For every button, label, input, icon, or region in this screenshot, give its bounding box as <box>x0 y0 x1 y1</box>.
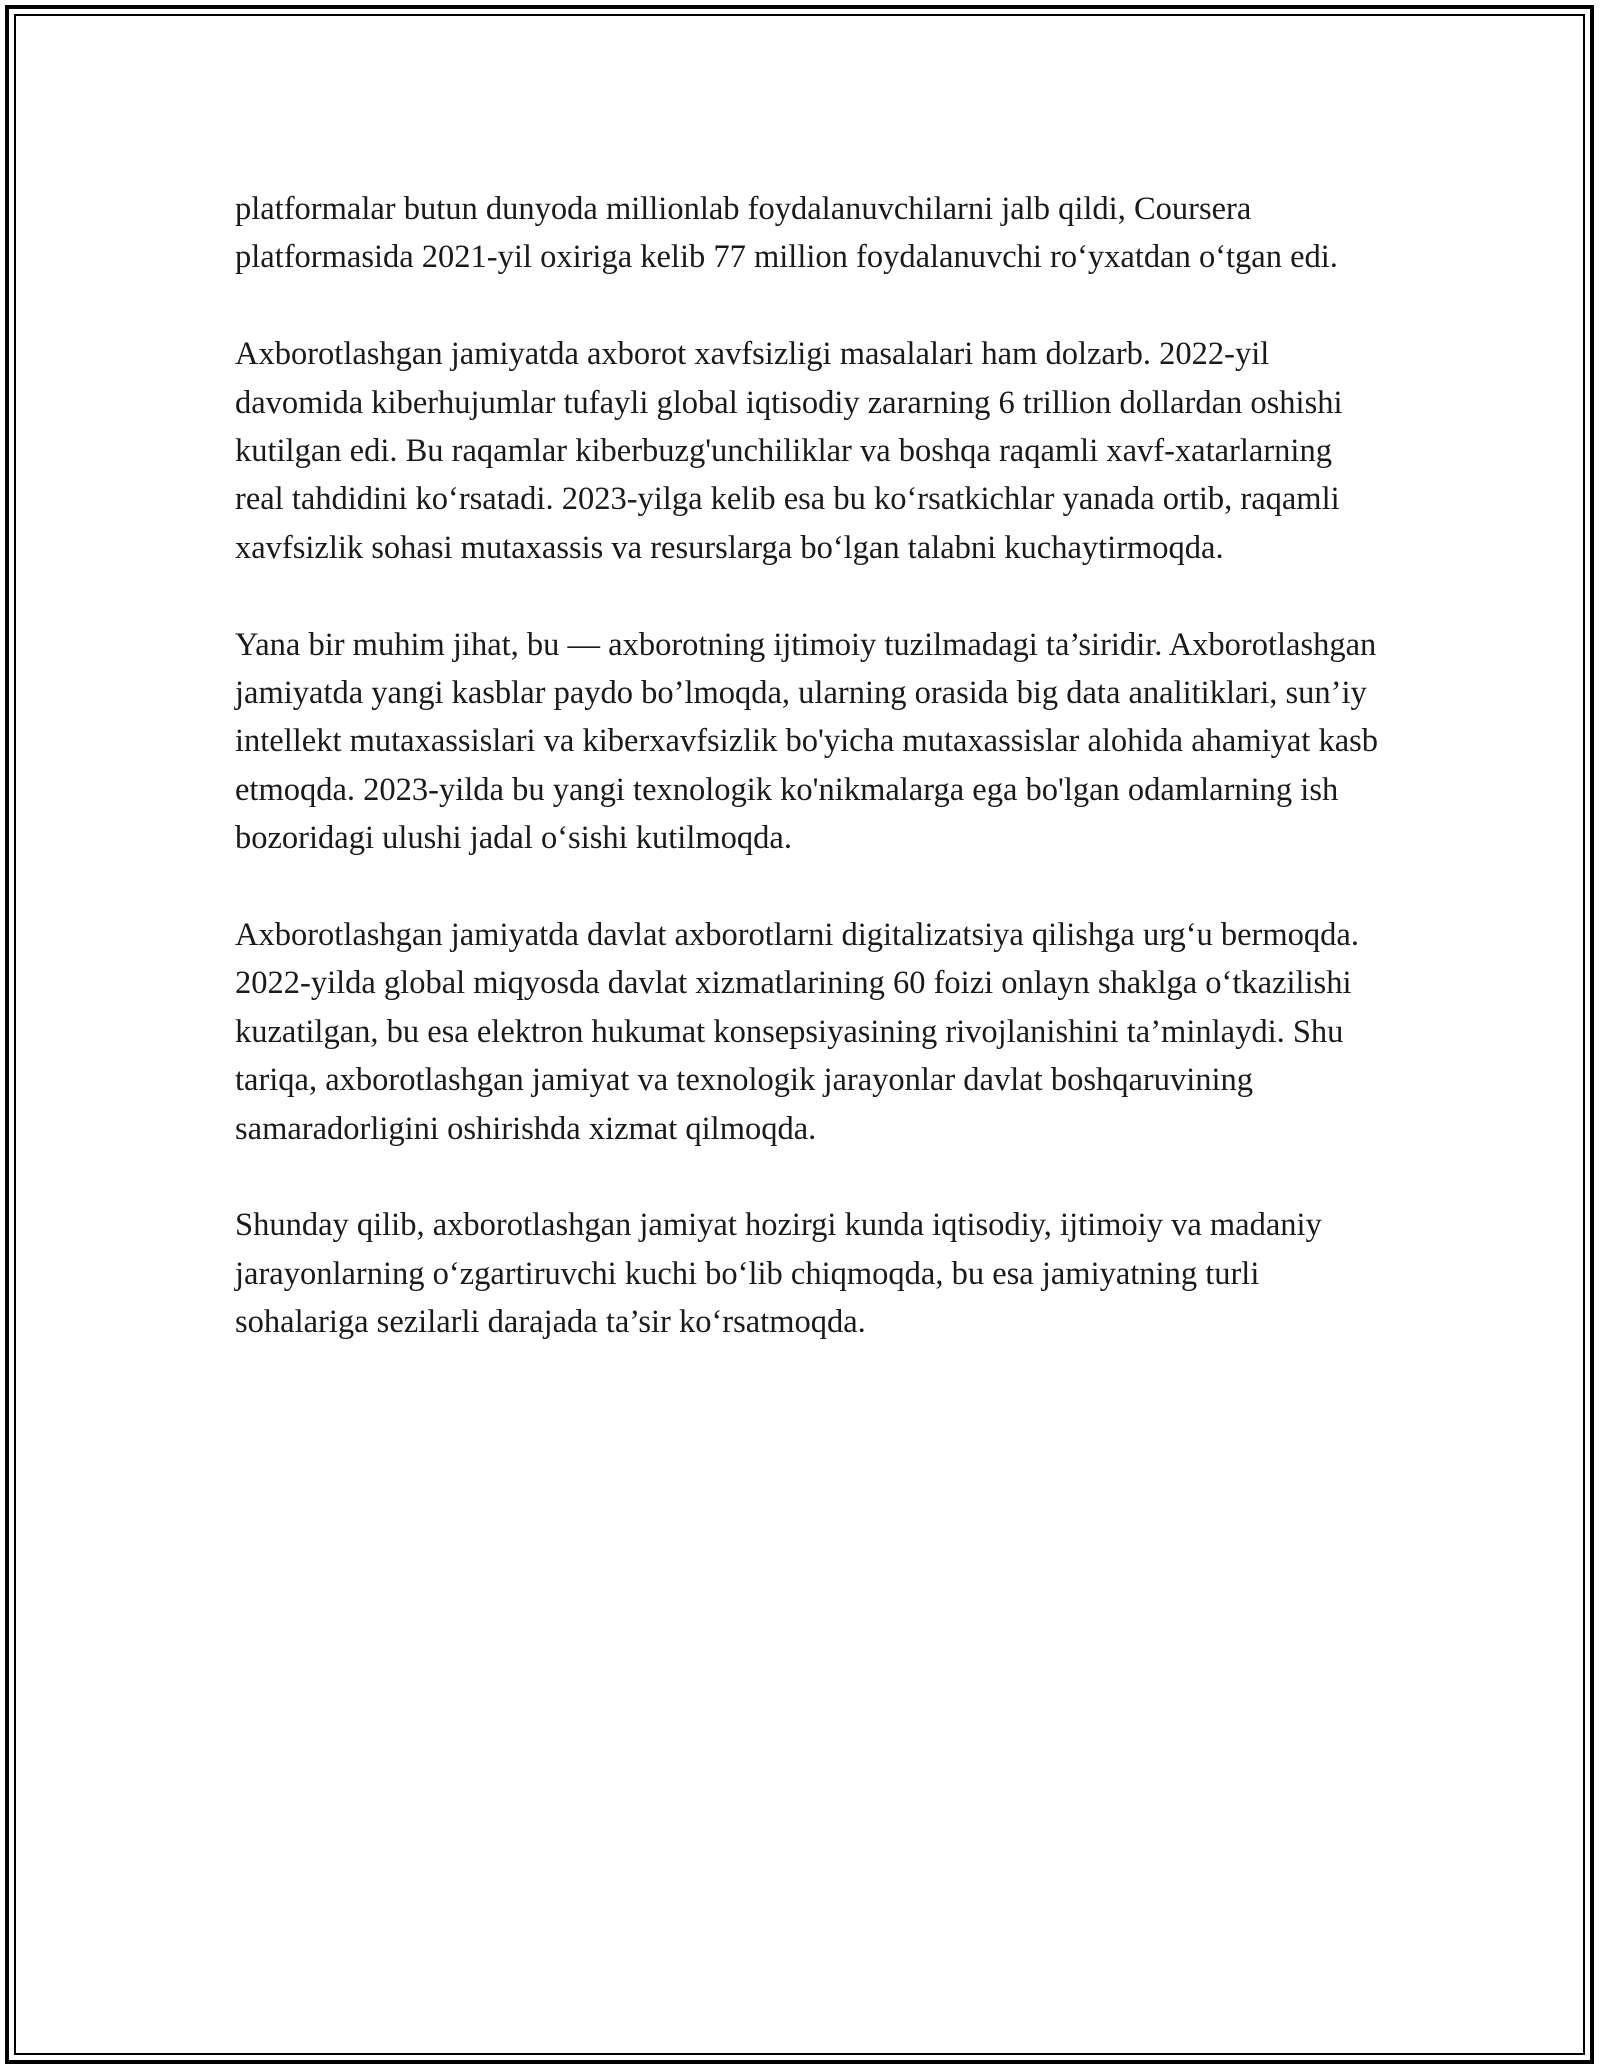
paragraph-online-platforms: platformalar butun dunyoda millionlab foydalanuvchilarni jalb qildi, Coursera platformasida 2021-yil oxiriga kelib 77 million foydalanuvchi ro‘yxatdan o‘tgan edi. <box>235 191 1338 276</box>
paragraph-social-structure: Yana bir muhim jihat, bu — axborotning ijtimoiy tuzilmadagi ta’siridir. Axborotlashgan jamiyatda yangi kasblar paydo bo’lmoqda, ularning orasida big data analitiklari, sun’iy intellekt mutaxassislari va kiberxavfsizlik bo'yicha mutaxassislar alohida ahamiyat kasb etmoqda. 2023-yilda bu yangi texnologik ko'nikmalarga ega bo'lgan odamlarning ish bozoridagi ulushi jadal o‘sishi kutilmoqda. <box>235 626 1379 857</box>
paragraph-conclusion: Shunday qilib, axborotlashgan jamiyat hozirgi kunda iqtisodiy, ijtimoiy va madaniy jarayonlarning o‘zgartiruvchi kuchi bo‘lib chiqmoqda, bu esa jamiyatning turli sohalariga sezilarli darajada ta’sir ko‘rsatmoqda. <box>235 1207 1322 1341</box>
document-body <box>235 185 1385 1395</box>
paragraph-digital-government: Axborotlashgan jamiyatda davlat axborotlarni digitalizatsiya qilishga urg‘u bermoqda. 2022-yilda global miqyosda davlat xizmatlarining 60 foizi onlayn shaklga o‘tkazilishi kuzatilgan, bu esa elektron hukumat konsepsiyasining rivojlanishini ta’minlaydi. Shu tariqa, axborotlashgan jamiyat va texnologik jarayonlar davlat boshqaruvining samaradorligini oshirishda xizmat qilmoqda. <box>235 917 1359 1147</box>
paragraph-information-security: Axborotlashgan jamiyatda axborot xavfsizligi masalalari ham dolzarb. 2022-yil davomida kiberhujumlar tufayli global iqtisodiy zararning 6 trillion dollardan oshishi kutilgan edi. Bu raqamlar kiberbuzg'unchiliklar va boshqa raqamli xavf-xatarlarning real tahdidini ko‘rsatadi. 2023-yilga kelib esa bu ko‘rsatkichlar yanada ortib, raqamli xavfsizlik sohasi mutaxassis va resurslarga bo‘lgan talabni kuchaytirmoqda. <box>235 336 1343 566</box>
